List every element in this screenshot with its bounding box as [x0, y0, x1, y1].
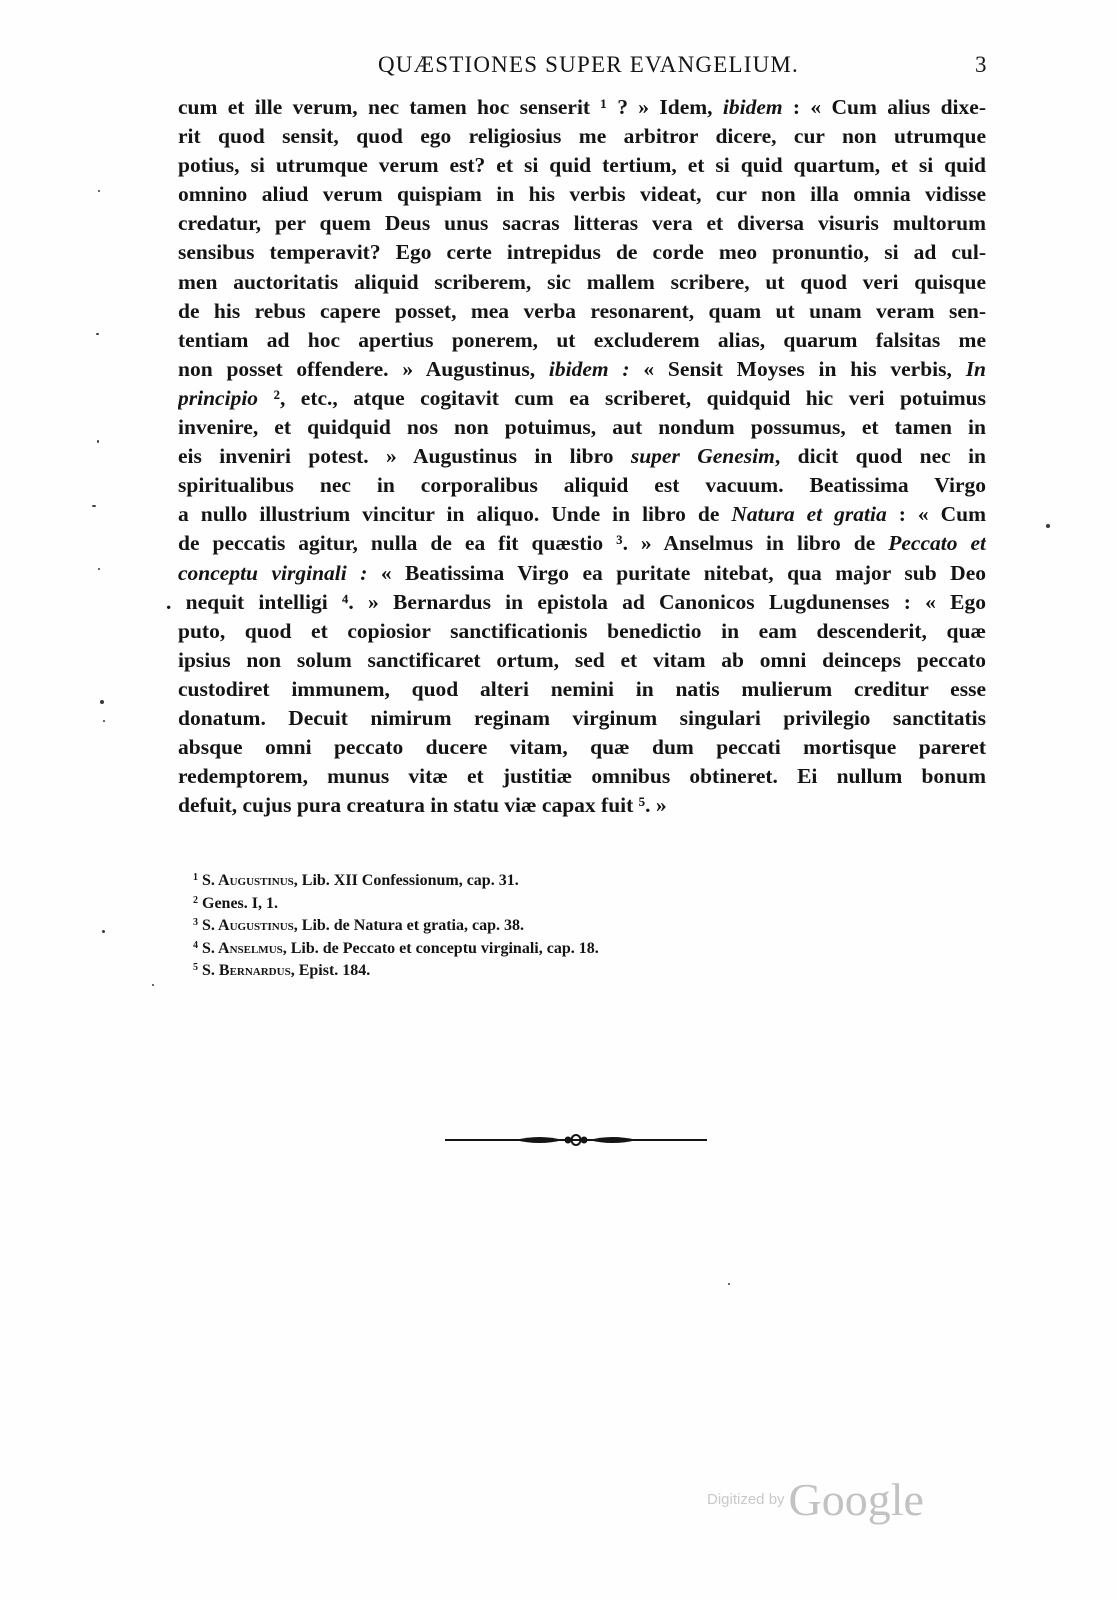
footnote: $^4$ S. Anselmus, Lib. de Peccato et conceptu virginali, cap. 18. — [193, 939, 599, 957]
footnote: $^1$ S. Augustinus, Lib. XII Confessionum, cap. 31. — [193, 872, 519, 889]
footnote: $^2$ Genes. I, 1. — [193, 894, 278, 912]
text-line: ipsius non solum sanctificaret ortum, sed et vitam ab omni deinceps peccato — [178, 647, 986, 672]
text-line: credatur, per quem Deus unus sacras litteras vera et diversa visuris multorum — [178, 211, 986, 236]
scan-speck — [97, 440, 99, 443]
text-line: rit quod sensit, quod ego religiosius me arbitror dicere, cur non utrumque — [178, 124, 986, 149]
scan-speck — [92, 505, 96, 507]
text-line: non posset offendere. » Augustinus, ibidem : « Sensit Moyses in his verbis, In — [178, 356, 986, 381]
page-number: 3 — [975, 52, 987, 77]
text-line: de peccatis agitur, nulla de ea fit quæstio ³. » Anselmus in libro de Peccato et — [178, 531, 986, 556]
running-title: QUÆSTIONES SUPER EVANGELIUM. — [378, 52, 800, 77]
main-text — [166, 93, 986, 820]
scan-speck — [103, 720, 105, 722]
footnote: $^3$ S. Augustinus, Lib. de Natura et gratia, cap. 38. — [193, 917, 524, 934]
scan-speck — [152, 984, 154, 986]
scan-speck — [98, 568, 100, 570]
text-line: . nequit intelligi ⁴. » Bernardus in epistola ad Canonicos Lugdunenses : « Ego — [166, 589, 986, 614]
text-line: potius, si utrumque verum est? et si quid tertium, et si quid quartum, et si quid — [178, 153, 986, 178]
text-line: invenire, et quidquid nos non potuimus, aut nondum possumus, et tamen in — [178, 415, 986, 440]
scan-speck — [96, 333, 99, 335]
scan-speck — [102, 930, 105, 933]
text-line: conceptu virginali : « Beatissima Virgo ea puritate nitebat, qua major sub Deo — [178, 560, 986, 585]
google-digitized-watermark — [707, 1473, 924, 1543]
text-line: donatum. Decuit nimirum reginam virginum singulari privilegio sanctitatis — [178, 705, 986, 730]
text-line: redemptorem, munus vitæ et justitiæ omnibus obtineret. Ei nullum bonum — [178, 764, 986, 789]
text-line: omnino aliud verum quispiam in his verbis videat, cur non illa omnia vidisse — [178, 182, 986, 207]
scan-speck — [100, 700, 104, 704]
google-logo: Google — [788, 1474, 924, 1525]
text-line: principio ², etc., atque cogitavit cum ea scriberet, quidquid hic veri potuimus — [178, 385, 986, 410]
text-line: cum et ille verum, nec tamen hoc senserit ¹ ? » Idem, ibidem : « Cum alius dixe- — [178, 95, 986, 119]
text-line: de his rebus capere posset, mea verba resonarent, quam ut unam veram sen- — [178, 298, 986, 323]
text-line: spiritualibus nec in corporalibus aliquid est vacuum. Beatissima Virgo — [178, 473, 986, 498]
text-line: puto, quod et copiosior sanctificationis benedictio in eam descenderit, quæ — [178, 618, 986, 643]
text-line: eis inveniri potest. » Augustinus in libro super Genesim, dicit quod nec in — [178, 444, 986, 469]
text-line: tentiam ad hoc apertius ponerem, ut excluderem alias, quarum falsitas me — [178, 327, 986, 352]
watermark-prefix: Digitized by — [707, 1491, 785, 1508]
scan-speck — [728, 1283, 730, 1285]
text-line: custodiret immunem, quod alteri nemini in natis mulierum creditur esse — [178, 676, 986, 701]
text-line: defuit, cujus pura creatura in statu viæ capax fuit ⁵. » — [178, 793, 667, 818]
scan-speck — [98, 190, 100, 192]
ornamental-rule-icon — [445, 1130, 707, 1150]
running-header — [0, 52, 1116, 86]
footnotes — [193, 867, 793, 980]
footnote: $^5$ S. Bernardus, Epist. 184. — [193, 962, 371, 979]
scan-speck — [1046, 524, 1050, 528]
text-line: men auctoritatis aliquid scriberem, sic mallem scribere, ut quod veri quisque — [178, 269, 986, 294]
text-line: absque omni peccato ducere vitam, quæ dum peccati mortisque pareret — [178, 735, 986, 760]
text-line: a nullo illustrium vincitur in aliquo. Unde in libro de Natura et gratia : « Cum — [178, 502, 986, 527]
text-line: sensibus temperavit? Ego certe intrepidus de corde meo pronuntio, si ad cul- — [178, 240, 986, 265]
